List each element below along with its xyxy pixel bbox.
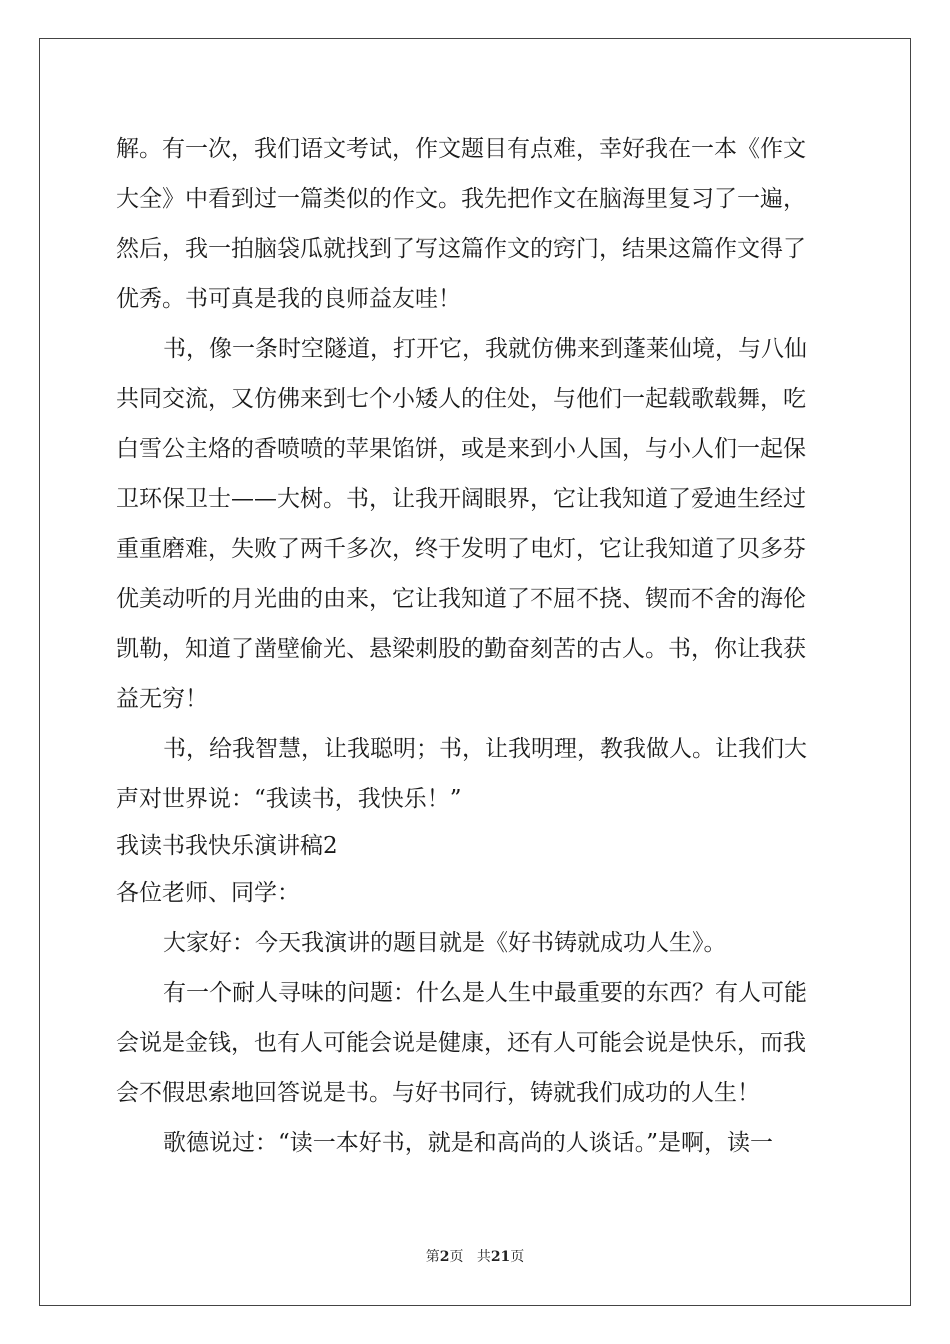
text-line: 有一个耐人寻味的问题：什么是人生中最重要的东西？有人可能	[163, 980, 807, 1006]
text-line: 益无穷！	[116, 686, 208, 712]
text-line: 卫环保卫士——大树。书，让我开阔眼界，它让我知道了爱迪生经过	[116, 486, 806, 512]
total-pages: 21	[490, 1249, 511, 1265]
paragraph-question	[116, 968, 836, 1118]
text-line: 凯勒，知道了凿壁偷光、悬梁刺股的勤奋刻苦的古人。书，你让我获	[116, 636, 806, 662]
text-line: 解。有一次，我们语文考试，作文题目有点难，幸好我在一本《作文	[116, 136, 806, 162]
text-line: 会不假思索地回答说是书。与好书同行，铸就我们成功的人生！	[116, 1080, 760, 1106]
text-line: 白雪公主烙的香喷喷的苹果馅饼，或是来到小人国，与小人们一起保	[116, 436, 806, 462]
text-line: 共同交流，又仿佛来到七个小矮人的住处，与他们一起载歌载舞，吃	[116, 386, 806, 412]
page-number: 2	[439, 1249, 450, 1265]
document-body	[116, 124, 836, 1168]
paragraph-book-wisdom	[116, 724, 836, 824]
text-line: 优美动听的月光曲的由来，它让我知道了不屈不挠、锲而不舍的海伦	[116, 586, 806, 612]
paragraph-greeting	[116, 918, 836, 968]
text-line: 然后，我一拍脑袋瓜就找到了写这篇作文的窍门，结果这篇作文得了	[116, 236, 806, 262]
salutation: 各位老师、同学：	[116, 880, 300, 906]
paragraph-book-tunnel	[116, 324, 836, 724]
text-line: 声对世界说：“我读书，我快乐！”	[116, 786, 462, 812]
text-line: 会说是金钱，也有人可能会说是健康，还有人可能会说是快乐，而我	[116, 1030, 806, 1056]
text-line: 优秀。书可真是我的良师益友哇！	[116, 286, 461, 312]
text-line: 书，像一条时空隧道，打开它，我就仿佛来到蓬莱仙境，与八仙	[163, 336, 807, 362]
text-line: 书，给我智慧，让我聪明；书，让我明理，教我做人。让我们大	[163, 736, 807, 762]
paragraph-goethe	[116, 1118, 836, 1168]
total-prefix: 共	[476, 1249, 491, 1265]
text-line: 大家好：今天我演讲的题目就是《好书铸就成功人生》。	[163, 930, 727, 956]
text-line: 重重磨难，失败了两千多次，终于发明了电灯，它让我知道了贝多芬	[116, 536, 806, 562]
total-unit: 页	[510, 1249, 525, 1265]
text-line: 大全》中看到过一篇类似的作文。我先把作文在脑海里复习了一遍，	[116, 186, 806, 212]
section-title: 我读书我快乐演讲稿2	[116, 833, 338, 859]
page-footer	[0, 1247, 950, 1267]
text-line: 歌德说过：“读一本好书，就是和高尚的人谈话。”是啊，读一	[163, 1130, 774, 1156]
page-unit: 页	[449, 1249, 464, 1265]
paragraph-continuation	[116, 124, 836, 324]
page-prefix: 第	[425, 1249, 440, 1265]
